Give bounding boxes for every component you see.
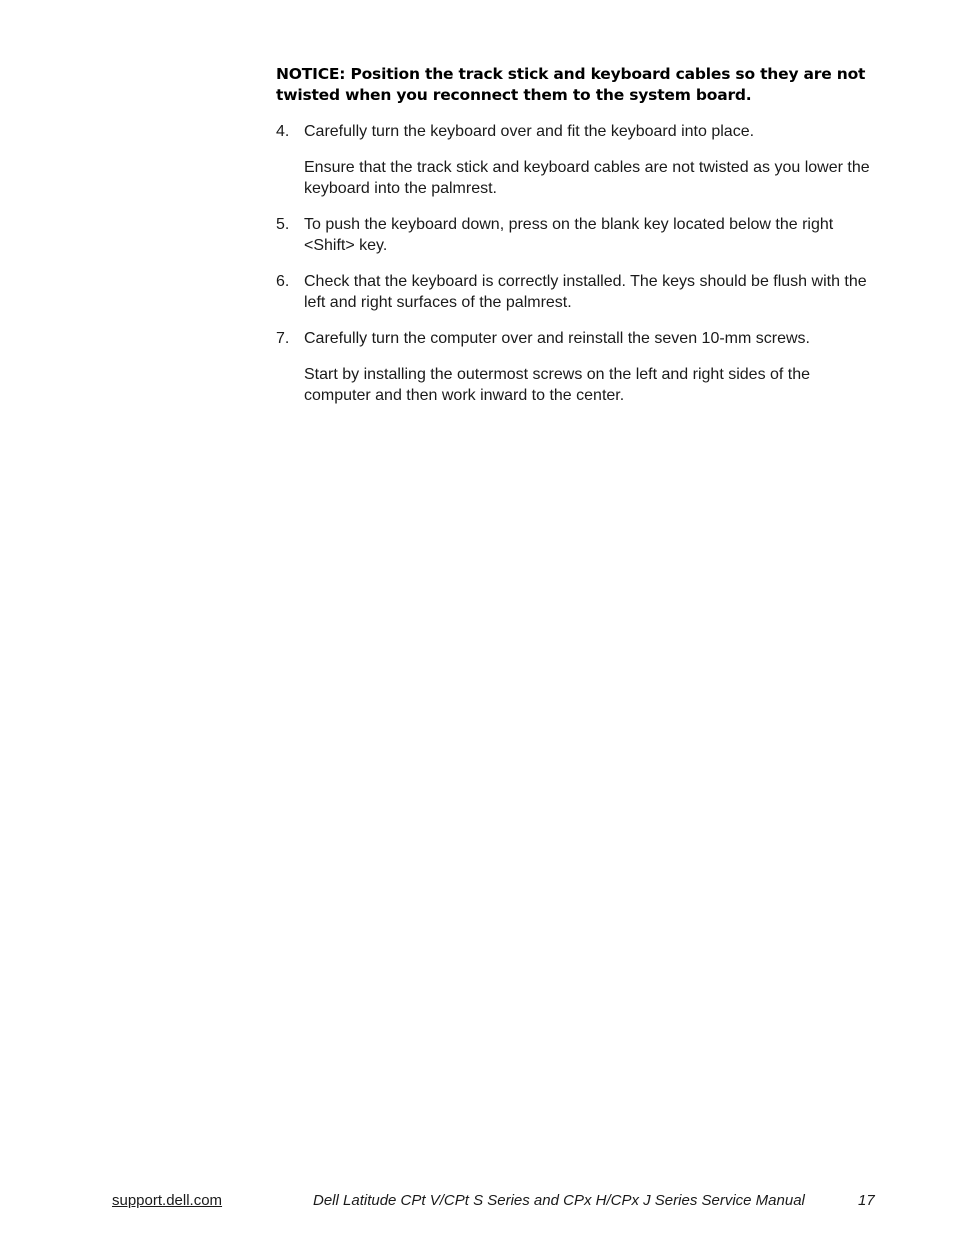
step-note: Start by installing the outermost screws on the left and right sides of the computer and then work inward to the center. xyxy=(304,366,811,404)
page-footer xyxy=(0,1190,954,1212)
step-text: Carefully turn the computer over and reinstall the seven 10-mm screws. xyxy=(304,330,810,347)
step-item xyxy=(276,121,876,199)
steps-list xyxy=(276,121,876,406)
notice-text: NOTICE: Position the track stick and keyboard cables so they are not twisted when you reconnect them to the system board. xyxy=(276,65,866,104)
step-item xyxy=(276,214,876,256)
step-number: 4. xyxy=(276,123,290,140)
step-text: Check that the keyboard is correctly installed. The keys should be flush with the left and right surfaces of the palmrest. xyxy=(304,273,867,311)
step-number: 7. xyxy=(276,330,290,347)
support-link[interactable]: support.dell.com xyxy=(112,1192,223,1209)
manual-title: Dell Latitude CPt V/CPt S Series and CPx H/CPx J Series Service Manual xyxy=(313,1192,805,1209)
step-item xyxy=(276,271,876,313)
step-number: 5. xyxy=(276,216,290,233)
step-text: Carefully turn the keyboard over and fit the keyboard into place. xyxy=(304,123,755,140)
step-text: To push the keyboard down, press on the blank key located below the right <Shift> key. xyxy=(304,216,834,254)
step-note: Ensure that the track stick and keyboard cables are not twisted as you lower the keyboard into the palmrest. xyxy=(304,159,870,197)
page-content xyxy=(276,64,876,421)
page-number: 17 xyxy=(858,1192,875,1209)
step-item xyxy=(276,328,876,406)
step-number: 6. xyxy=(276,273,290,290)
